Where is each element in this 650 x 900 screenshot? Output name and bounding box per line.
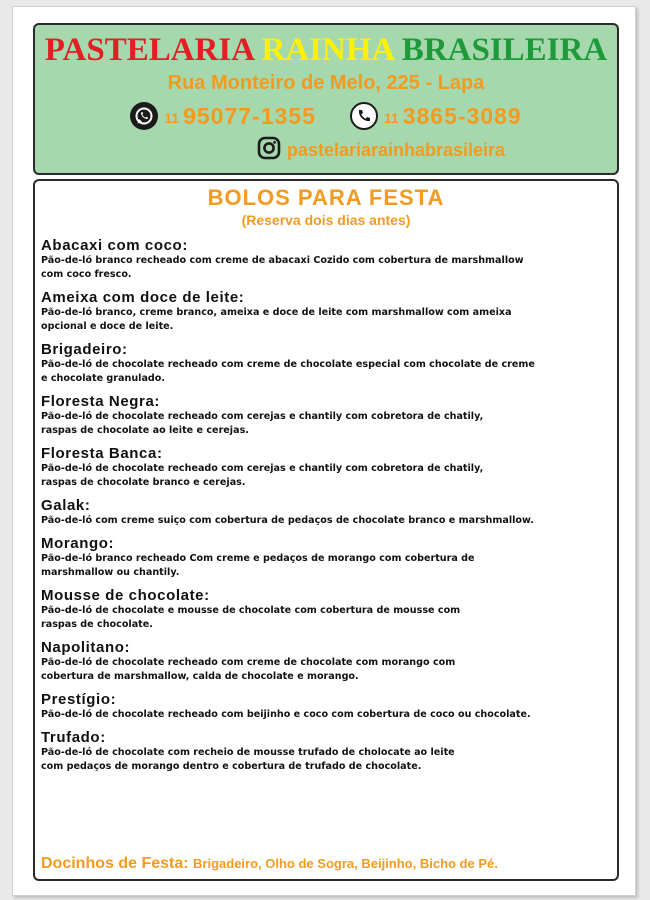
cake-name: Galak: [41,497,91,514]
whatsapp-ddd: 11 [164,110,180,126]
cake-name: Floresta Banca: [41,445,163,462]
cake-item [41,729,613,774]
party-sweets-line [41,855,613,873]
party-sweets-label: Docinhos de Festa: [41,855,189,872]
cake-name: Prestígio: [41,691,117,708]
cake-name: Floresta Negra: [41,393,161,410]
whatsapp-number: 95077-1355 [183,102,316,129]
cake-item [41,445,613,490]
instagram-handle: pastelariarainhabrasileira [286,139,506,160]
cake-item [41,639,613,684]
cake-name: Trufado: [41,729,106,746]
flyer-page [12,6,636,896]
cake-name: Abacaxi com coco: [41,237,188,254]
cake-description: Pão-de-ló de chocolate recheado com creme de chocolate com morango com cobertura de marshmallow, calda de chocolate e morango. [41,657,456,682]
cake-item [41,237,613,282]
cake-item [41,535,613,580]
cake-item [41,341,613,386]
menu-title: BOLOS PARA FESTA [207,185,445,210]
cake-description: Pão-de-ló branco recheado com creme de abacaxi Cozido com cobertura de marshmallow com coco fresco. [41,255,524,280]
cake-item [41,497,613,528]
cake-description: Pão-de-ló com creme suiço com cobertura de pedaços de chocolate branco e marshmallow. [41,515,534,526]
telephone-number: 3865-3089 [402,102,522,129]
store-name-part-1: PASTELARIA [44,32,254,68]
cake-description: Pão-de-ló de chocolate e mousse de chocolate com cobertura de mousse com raspas de chocolate. [41,605,461,630]
cake-description: Pão-de-ló de chocolate recheado com creme de chocolate especial com chocolate de creme e chocolate granulado. [41,359,535,384]
cake-name: Napolitano: [41,639,131,656]
cake-description: Pão-de-ló de chocolate recheado com cerejas e chantily com cobretora de chatily, raspas de chocolate branco e cerejas. [41,463,484,488]
cake-name: Brigadeiro: [41,341,128,358]
whatsapp-contact[interactable] [130,102,316,130]
cake-item [41,691,613,722]
telephone-ddd: 11 [383,110,399,126]
party-sweets-list: Brigadeiro, Olho de Sogra, Beijinho, Bicho de Pé. [193,856,498,871]
cake-list [41,237,613,781]
cake-description: Pão-de-ló de chocolate com recheio de mousse trufado de cholocate ao leite com pedaços de morango dentro e cobertura de trufado de chocolate. [41,747,455,772]
cake-description: Pão-de-ló de chocolate recheado com cerejas e chantily com cobretora de chatily, raspas de chocolate ao leite e cerejas. [41,411,484,436]
instagram-contact[interactable] [35,136,617,164]
store-name [35,31,617,69]
cake-description: Pão-de-ló branco recheado Com creme e pedaços de morango com cobertura de marshmallow ou chantily. [41,553,475,578]
menu-panel [33,179,619,881]
cake-name: Mousse de chocolate: [41,587,210,604]
menu-subtitle: (Reserva dois dias antes) [241,212,411,228]
cake-item [41,587,613,632]
cake-name: Morango: [41,535,115,552]
whatsapp-icon [130,102,158,130]
cake-name: Ameixa com doce de leite: [41,289,245,306]
contact-phones [35,101,617,131]
telephone-contact[interactable] [350,102,522,130]
address: Rua Monteiro de Melo, 225 - Lapa [167,72,485,94]
cake-item [41,289,613,334]
cake-description: Pão-de-ló branco, creme branco, ameixa e doce de leite com marshmallow com ameixa opcional e doce de leite. [41,307,512,332]
store-name-part-2: RAINHA [261,32,394,68]
phone-icon [350,102,378,130]
header-panel [33,23,619,175]
instagram-icon [257,136,281,165]
store-name-part-3: BRASILEIRA [401,32,608,68]
cake-description: Pão-de-ló de chocolate recheado com beijinho e coco com cobertura de coco ou chocolate. [41,709,531,720]
cake-item [41,393,613,438]
